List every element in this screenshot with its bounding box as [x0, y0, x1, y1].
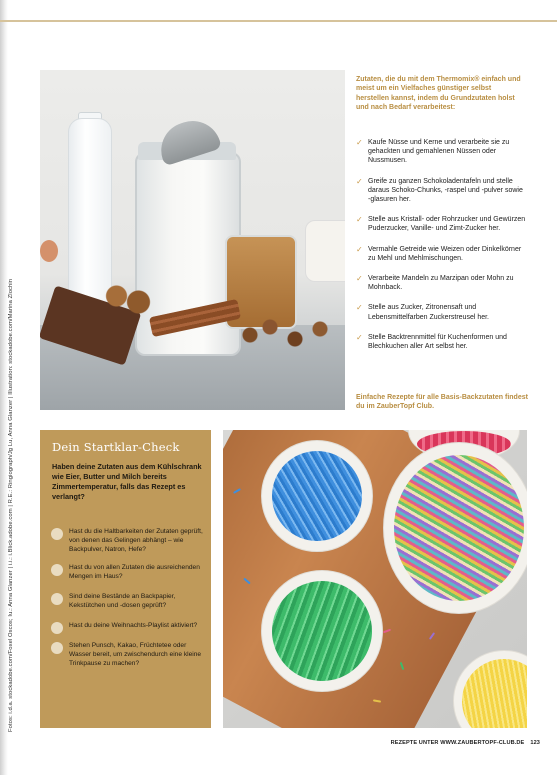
photo-blue-sprinkles — [272, 451, 362, 541]
checklist-item: ✓ Greife zu ganzen Schokoladentafeln und stelle daraus Schoko-Chunks, -raspel und -pulver sowie -glasuren her. — [356, 176, 523, 204]
checklist-item: ✓ Verarbeite Mandeln zu Marzipan oder Mohn zu Mohnback. — [356, 274, 514, 292]
check-icon: ✓ — [356, 303, 363, 313]
photo-mixed-sprinkle-jar — [383, 442, 527, 614]
photo-credits: Fotos: i.d.a. stockadobe.com/Foxel Oscos; Iu.: Anna Glanzer | i.i.: i.Blick.adobe.com | R.E.: Ringiograph/Jg Lu, Anna Glanzer | Illustration: stockadobe.com/Marina Zlochin — [8, 278, 14, 732]
baking-ingredients-photo — [40, 70, 345, 410]
checklist-item: ✓ Stelle aus Zucker, Zitronensaft und Lebensmittelfarben Zuckerstreusel her. — [356, 303, 490, 321]
footer-site: REZEPTE UNTER WWW.ZAUBERTOPF-CLUB.DE — [390, 740, 525, 746]
checkbox-circle-icon — [51, 528, 63, 540]
photo-yellow-sprinkles — [462, 659, 527, 728]
ingredient-checklist — [356, 138, 526, 362]
check-icon: ✓ — [356, 215, 363, 225]
checkbox-circle-icon — [51, 642, 63, 654]
photo-hazelnuts — [240, 315, 340, 355]
check-icon: ✓ — [356, 138, 363, 147]
photo-green-sprinkle-bowl — [261, 570, 383, 692]
top-rule — [0, 20, 557, 22]
photo-yellow-sprinkle-bowl — [453, 650, 527, 728]
check-question: Hast du die Haltbarkeiten der Zutaten geprüft, von denen das Gelingen abhängt – wie Backpulver, Natron, Hefe? — [50, 527, 210, 554]
photo-blue-sprinkle-bowl — [261, 440, 373, 552]
page-edge — [0, 0, 8, 775]
photo-green-sprinkles — [272, 581, 372, 681]
checklist-item: ✓ Kaufe Nüsse und Kerne und verarbeite sie zu gehackten und gemahlenen Nüssen oder Nussmusen. — [356, 138, 510, 165]
check-question: Stehen Punsch, Kakao, Früchtetee oder Wasser bereit, um zwischendurch eine kleine Trinkpause zu machen? — [50, 641, 210, 668]
checklist-item: ✓ Stelle aus Kristall- oder Rohrzucker und Gewürzen Puderzucker, Vanille- und Zimt-Zucker her. — [356, 215, 526, 233]
check-icon: ✓ — [356, 274, 363, 284]
check-question-list — [50, 527, 210, 668]
checkbox-circle-icon — [51, 593, 63, 605]
check-icon: ✓ — [356, 176, 363, 186]
checkbox-circle-icon — [51, 622, 63, 634]
check-box-lead: Haben deine Zutaten aus dem Kühlschrank wie Eier, Butter und Milch bereits Zimmertemperatur, falls das Rezept es verlangt? — [52, 462, 202, 501]
checkbox-circle-icon — [51, 564, 63, 576]
check-icon: ✓ — [356, 332, 363, 342]
checklist-item: ✓ Stelle Backtrennmittel für Kuchenformen und Blechkuchen aller Art selbst her. — [356, 332, 507, 351]
page-footer — [360, 740, 540, 746]
check-box-title: Dein Startklar-Check — [52, 440, 180, 454]
photo-mixed-sprinkles — [394, 455, 524, 601]
photo-walnuts — [100, 280, 155, 320]
check-question: Hast du von allen Zutaten die ausreichenden Mengen im Haus? — [50, 563, 210, 581]
photo-nut-bowl — [305, 220, 345, 282]
sprinkles-photo — [223, 430, 527, 728]
checklist-item: ✓ Vermahle Getreide wie Weizen oder Dinkelkörner zu Mehl und Mehlmischungen. — [356, 244, 522, 262]
outro-text: Einfache Rezepte für alle Basis-Backzutaten findest du im ZauberTopf Club. — [356, 394, 528, 411]
page-number: 123 — [530, 740, 540, 746]
check-question: Hast du deine Weihnachts-Playlist aktiviert? — [50, 621, 210, 630]
intro-text: Zutaten, die du mit dem Thermomix® einfach und meist um ein Vielfaches günstiger selbst herstellen kannst, indem du Grundzutaten holst und nach Bedarf verarbeitest: — [356, 76, 521, 112]
check-question: Sind deine Bestände an Backpapier, Kekstütchen und -dosen geprüft? — [50, 592, 210, 610]
check-icon: ✓ — [356, 244, 363, 254]
photo-egg — [40, 240, 58, 262]
